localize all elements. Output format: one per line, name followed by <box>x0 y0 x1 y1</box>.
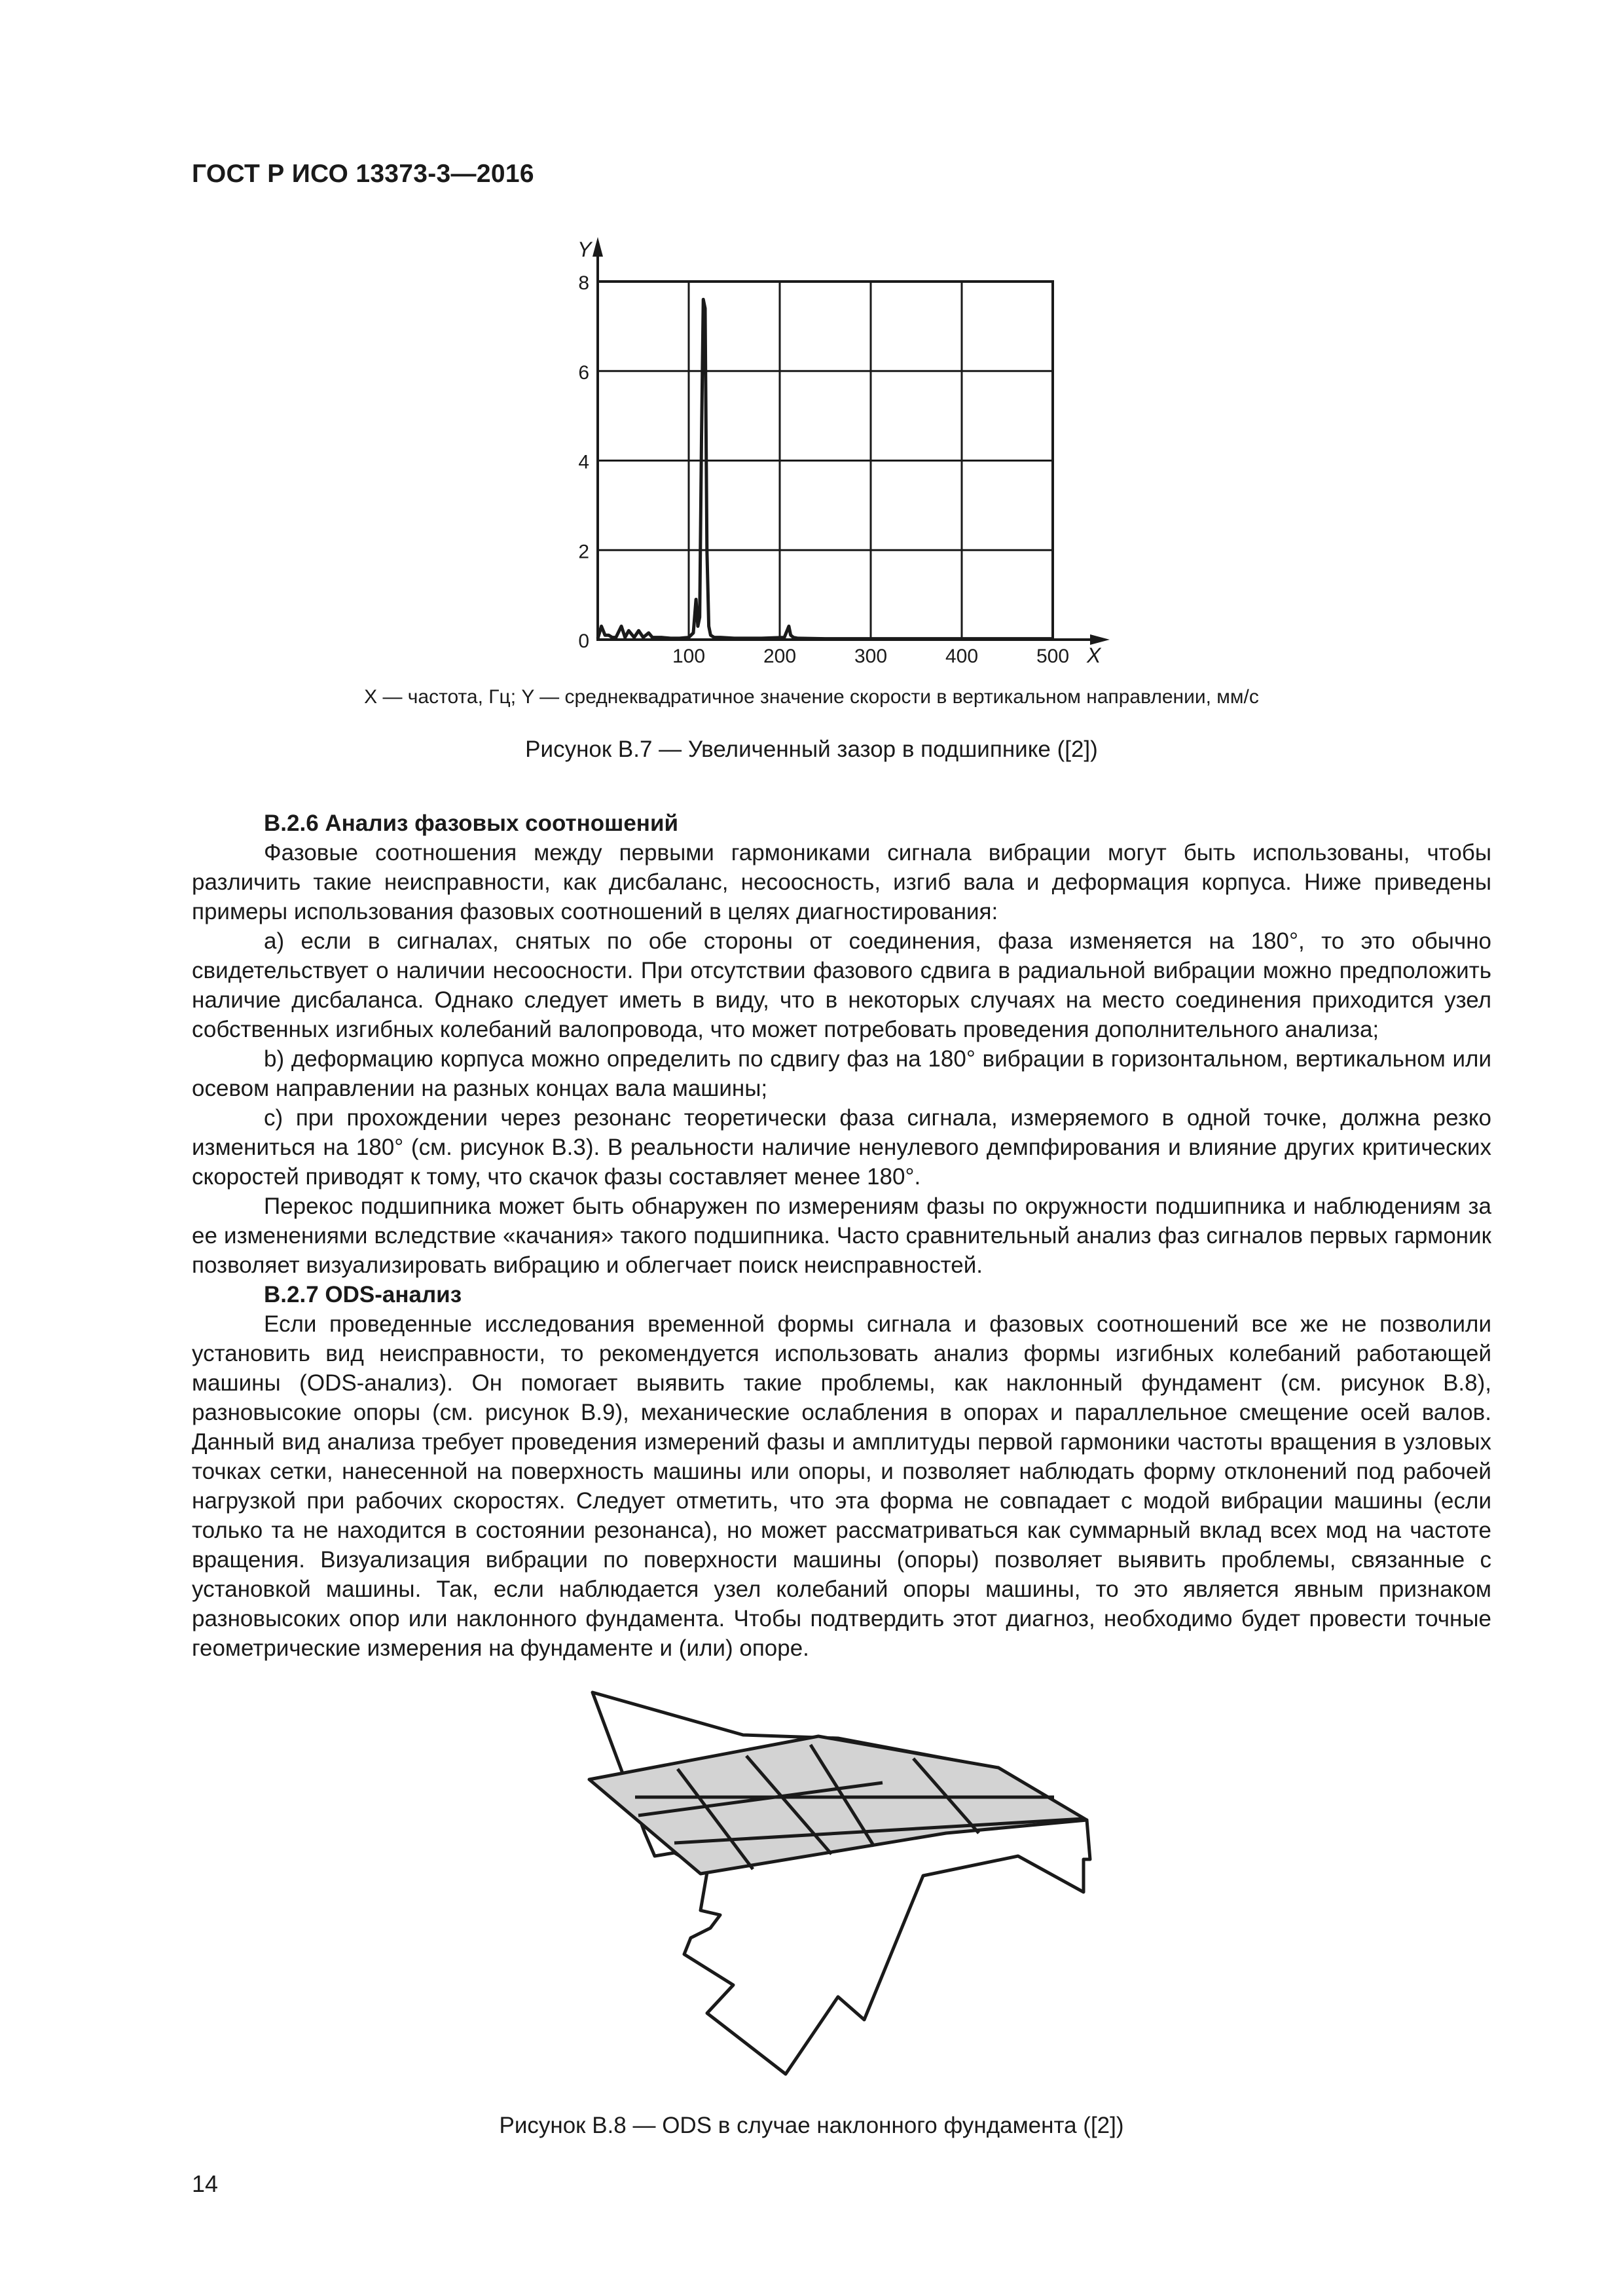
document-header: ГОСТ Р ИСО 13373-3—2016 <box>192 160 534 188</box>
paragraph: Если проведенные исследования временной формы сигнала и фазовых соотношений все же не позволили установить вид неисправности, то рекомендуется использовать анализ формы изгибных колебаний работающей машины (ODS-анализ). Он помогает выявить такие проблемы, как наклонный фундамент (см. рисунок В.8), разновысокие опоры (см. рисунок В.9), механические ослабления в опорах и параллельное смещение осей валов. Данный вид анализа требует проведения измерений фазы и амплитуды первой гармоники частоты вращения в узловых точках сетки, нанесенной на поверхность машины или опоры, и позволяет наблюдать форму отклонений под рабочей нагрузкой при рабочих скоростях. Следует отметить, что эта форма не совпадает с модой вибрации машины (если только та не находится в состоянии резонанса), но может рассматриваться как суммарный вклад всех мод на частоте вращения. Визуализация вибрации по поверхности машины (опоры) позволяет выявить проблемы, связанные с установкой машины. Так, если наблюдается узел колебаний опоры машины, то это является явным признаком разновысоких опор или наклонного фундамента. Чтобы подтвердить этот диагноз, необходимо будет провести точные геометрические измерения на фундаменте и (или) опоре. <box>192 1311 1491 1661</box>
x-tick-label: 100 <box>672 646 706 667</box>
x-tick-labels <box>672 646 1069 667</box>
section-b27-heading: В.2.7 ODS-анализ <box>264 1282 462 1307</box>
list-item-c: c) при прохождении через резонанс теоретически фаза сигнала, измеряемого в одной точке, должна резко измениться на 180° (см. рисунок В.3). В реальности наличие ненулевого демпфирования и влияние других критических скоростей приводят к тому, что скачок фазы составляет менее 180°. <box>192 1105 1491 1190</box>
figure-b7-legend: X — частота, Гц; Y — среднеквадратичное значение скорости в вертикальном направлении, мм/с <box>364 686 1259 708</box>
figure-b8-caption: Рисунок В.8 — ODS в случае наклонного фундамента ([2]) <box>499 2113 1124 2138</box>
section-b26 <box>192 809 1491 1663</box>
series-line <box>598 299 1053 638</box>
y-tick-label: 0 <box>578 630 589 652</box>
page-number: 14 <box>192 2170 219 2197</box>
section-b26-heading: В.2.6 Анализ фазовых соотношений <box>264 811 678 836</box>
x-tick-label: 400 <box>945 646 979 667</box>
y-tick-label: 4 <box>578 451 589 473</box>
x-tick-label: 300 <box>854 646 888 667</box>
list-item-a: а) если в сигналах, снятых по обе стороны от соединения, фаза изменяется на 180°, то это обычно свидетельствует о наличии несоосности. При отсутствии фазового сдвига в радиальной вибрации можно предположить наличие дисбаланса. Однако следует иметь в виду, что в некоторых случаях на место соединения приходится узел собственных изгибных колебаний валопровода, что может потребовать проведения дополнительного анализа; <box>192 928 1491 1042</box>
x-tick-label: 200 <box>763 646 797 667</box>
y-tick-labels <box>578 272 589 652</box>
x-axis-label: X <box>1087 644 1101 667</box>
paragraph: Перекос подшипника может быть обнаружен по измерениям фазы по окружности подшипника и наблюдениям за ее изменениями вследствие «качания» такого подшипника. Часто сравнительный анализ фаз сигналов первых гармоник позволяет визуализировать вибрацию и облегчает поиск неисправностей. <box>192 1194 1491 1278</box>
y-tick-label: 6 <box>578 361 589 384</box>
list-item-b: b) деформацию корпуса можно определить по сдвигу фаз на 180° вибрации в горизонтальном, вертикальном или осевом направлении на разных концах вала машины; <box>192 1046 1491 1101</box>
figure-b8-drawing <box>576 1683 1113 2102</box>
figure-b7-caption: Рисунок В.7 — Увеличенный зазор в подшипнике ([2]) <box>525 737 1098 762</box>
y-tick-label: 2 <box>578 541 589 563</box>
y-axis-arrow <box>593 237 603 257</box>
y-tick-label: 8 <box>578 272 589 294</box>
x-tick-label: 500 <box>1036 646 1070 667</box>
paragraph: Фазовые соотношения между первыми гармониками сигнала вибрации могут быть использованы, чтобы различить такие неисправности, как дисбаланс, несоосность, изгиб вала и деформация корпуса. Ниже приведены примеры использования фазовых соотношений в целях диагностирования: <box>192 840 1491 924</box>
y-axis-label: Y <box>577 238 592 261</box>
chart-grid <box>598 282 1053 640</box>
figure-b7-chart <box>556 232 1120 678</box>
spectrum-series <box>598 299 1053 638</box>
